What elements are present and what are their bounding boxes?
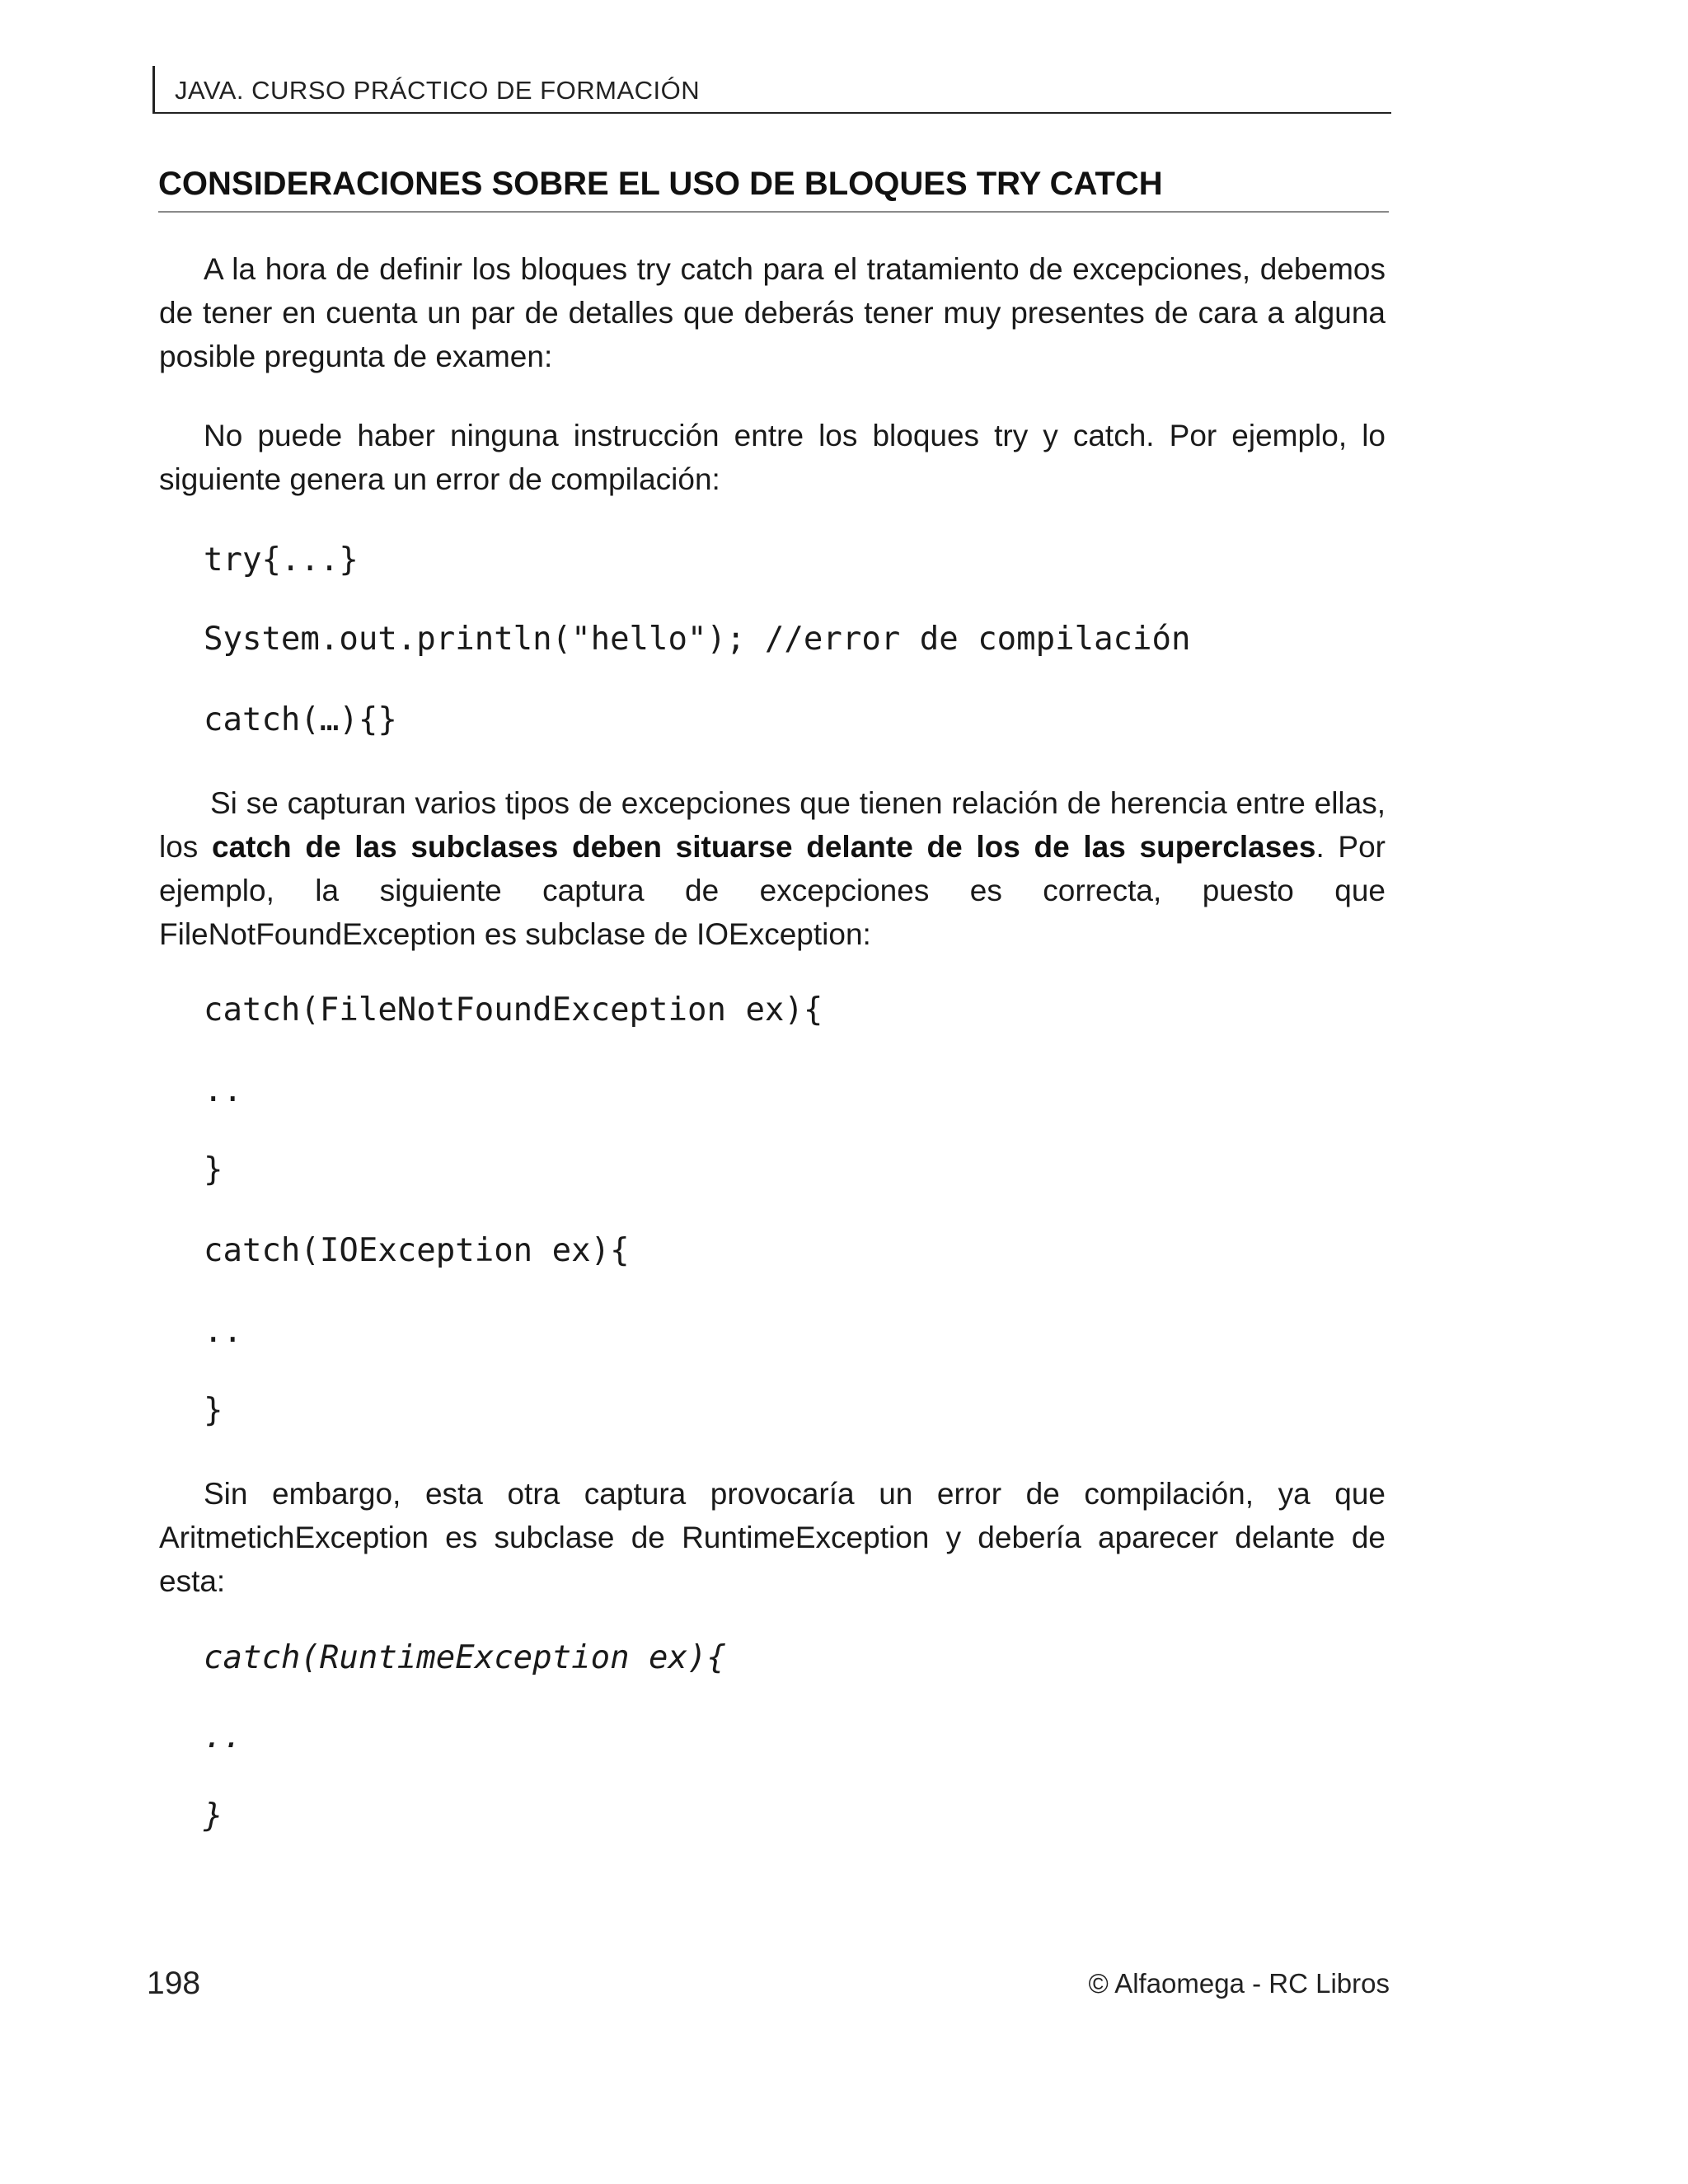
code-line: catch(FileNotFoundException ex){	[204, 991, 823, 1029]
paragraph-inheritance-text-end: . Por ejemplo, la siguiente captura de excepciones es correcta, puesto que FileNotFoundException es subclase de IOException:	[159, 830, 1386, 951]
code-line: }	[204, 1151, 223, 1188]
paragraph-compile-error-text: Sin embargo, esta otra captura provocaría un error de compilación, ya que AritmetichException es subclase de RuntimeException y debería aparecer delante de esta:	[159, 1477, 1386, 1598]
code-line: }	[204, 1392, 223, 1429]
code-line: ..	[204, 1072, 242, 1109]
paragraph-intro	[159, 247, 1386, 378]
code-line: ..	[204, 1313, 242, 1350]
code-line: catch(IOException ex){	[204, 1232, 630, 1269]
paragraph-intro-text: A la hora de definir los bloques try catch para el tratamiento de excepciones, debemos de tener en cuenta un par de detalles que deberás tener muy presentes de cara a alguna posible pregunta de examen:	[159, 252, 1386, 373]
page-number: 198	[147, 1966, 201, 2001]
paragraph-no-instruction-text: No puede haber ninguna instrucción entre los bloques try y catch. Por ejemplo, lo siguiente genera un error de compilación:	[159, 419, 1386, 496]
code-line: catch(…){}	[204, 701, 397, 738]
paragraph-inheritance	[159, 781, 1386, 956]
code-line: try{...}	[204, 541, 359, 579]
paragraph-no-instruction	[159, 414, 1386, 501]
running-header	[152, 66, 1391, 114]
paragraph-inheritance-text-start: Si se capturan varios tipos de excepciones que tienen relación de herencia entre ellas, los	[159, 786, 1386, 864]
running-header-title: JAVA. CURSO PRÁCTICO DE FORMACIÓN	[175, 76, 701, 105]
section-title: CONSIDERACIONES SOBRE EL USO DE BLOQUES TRY CATCH	[158, 157, 1389, 213]
paragraph-inheritance-bold: catch de las subclases deben situarse delante de los de las superclases	[212, 830, 1316, 864]
code-line: catch(RuntimeException ex){	[204, 1639, 726, 1676]
code-line: System.out.println("hello"); //error de compilación	[204, 621, 1191, 658]
code-line: ..	[204, 1718, 242, 1755]
paragraph-compile-error	[159, 1472, 1386, 1603]
code-line: }	[204, 1797, 223, 1835]
copyright-notice: © Alfaomega - RC Libros	[1088, 1968, 1390, 1999]
